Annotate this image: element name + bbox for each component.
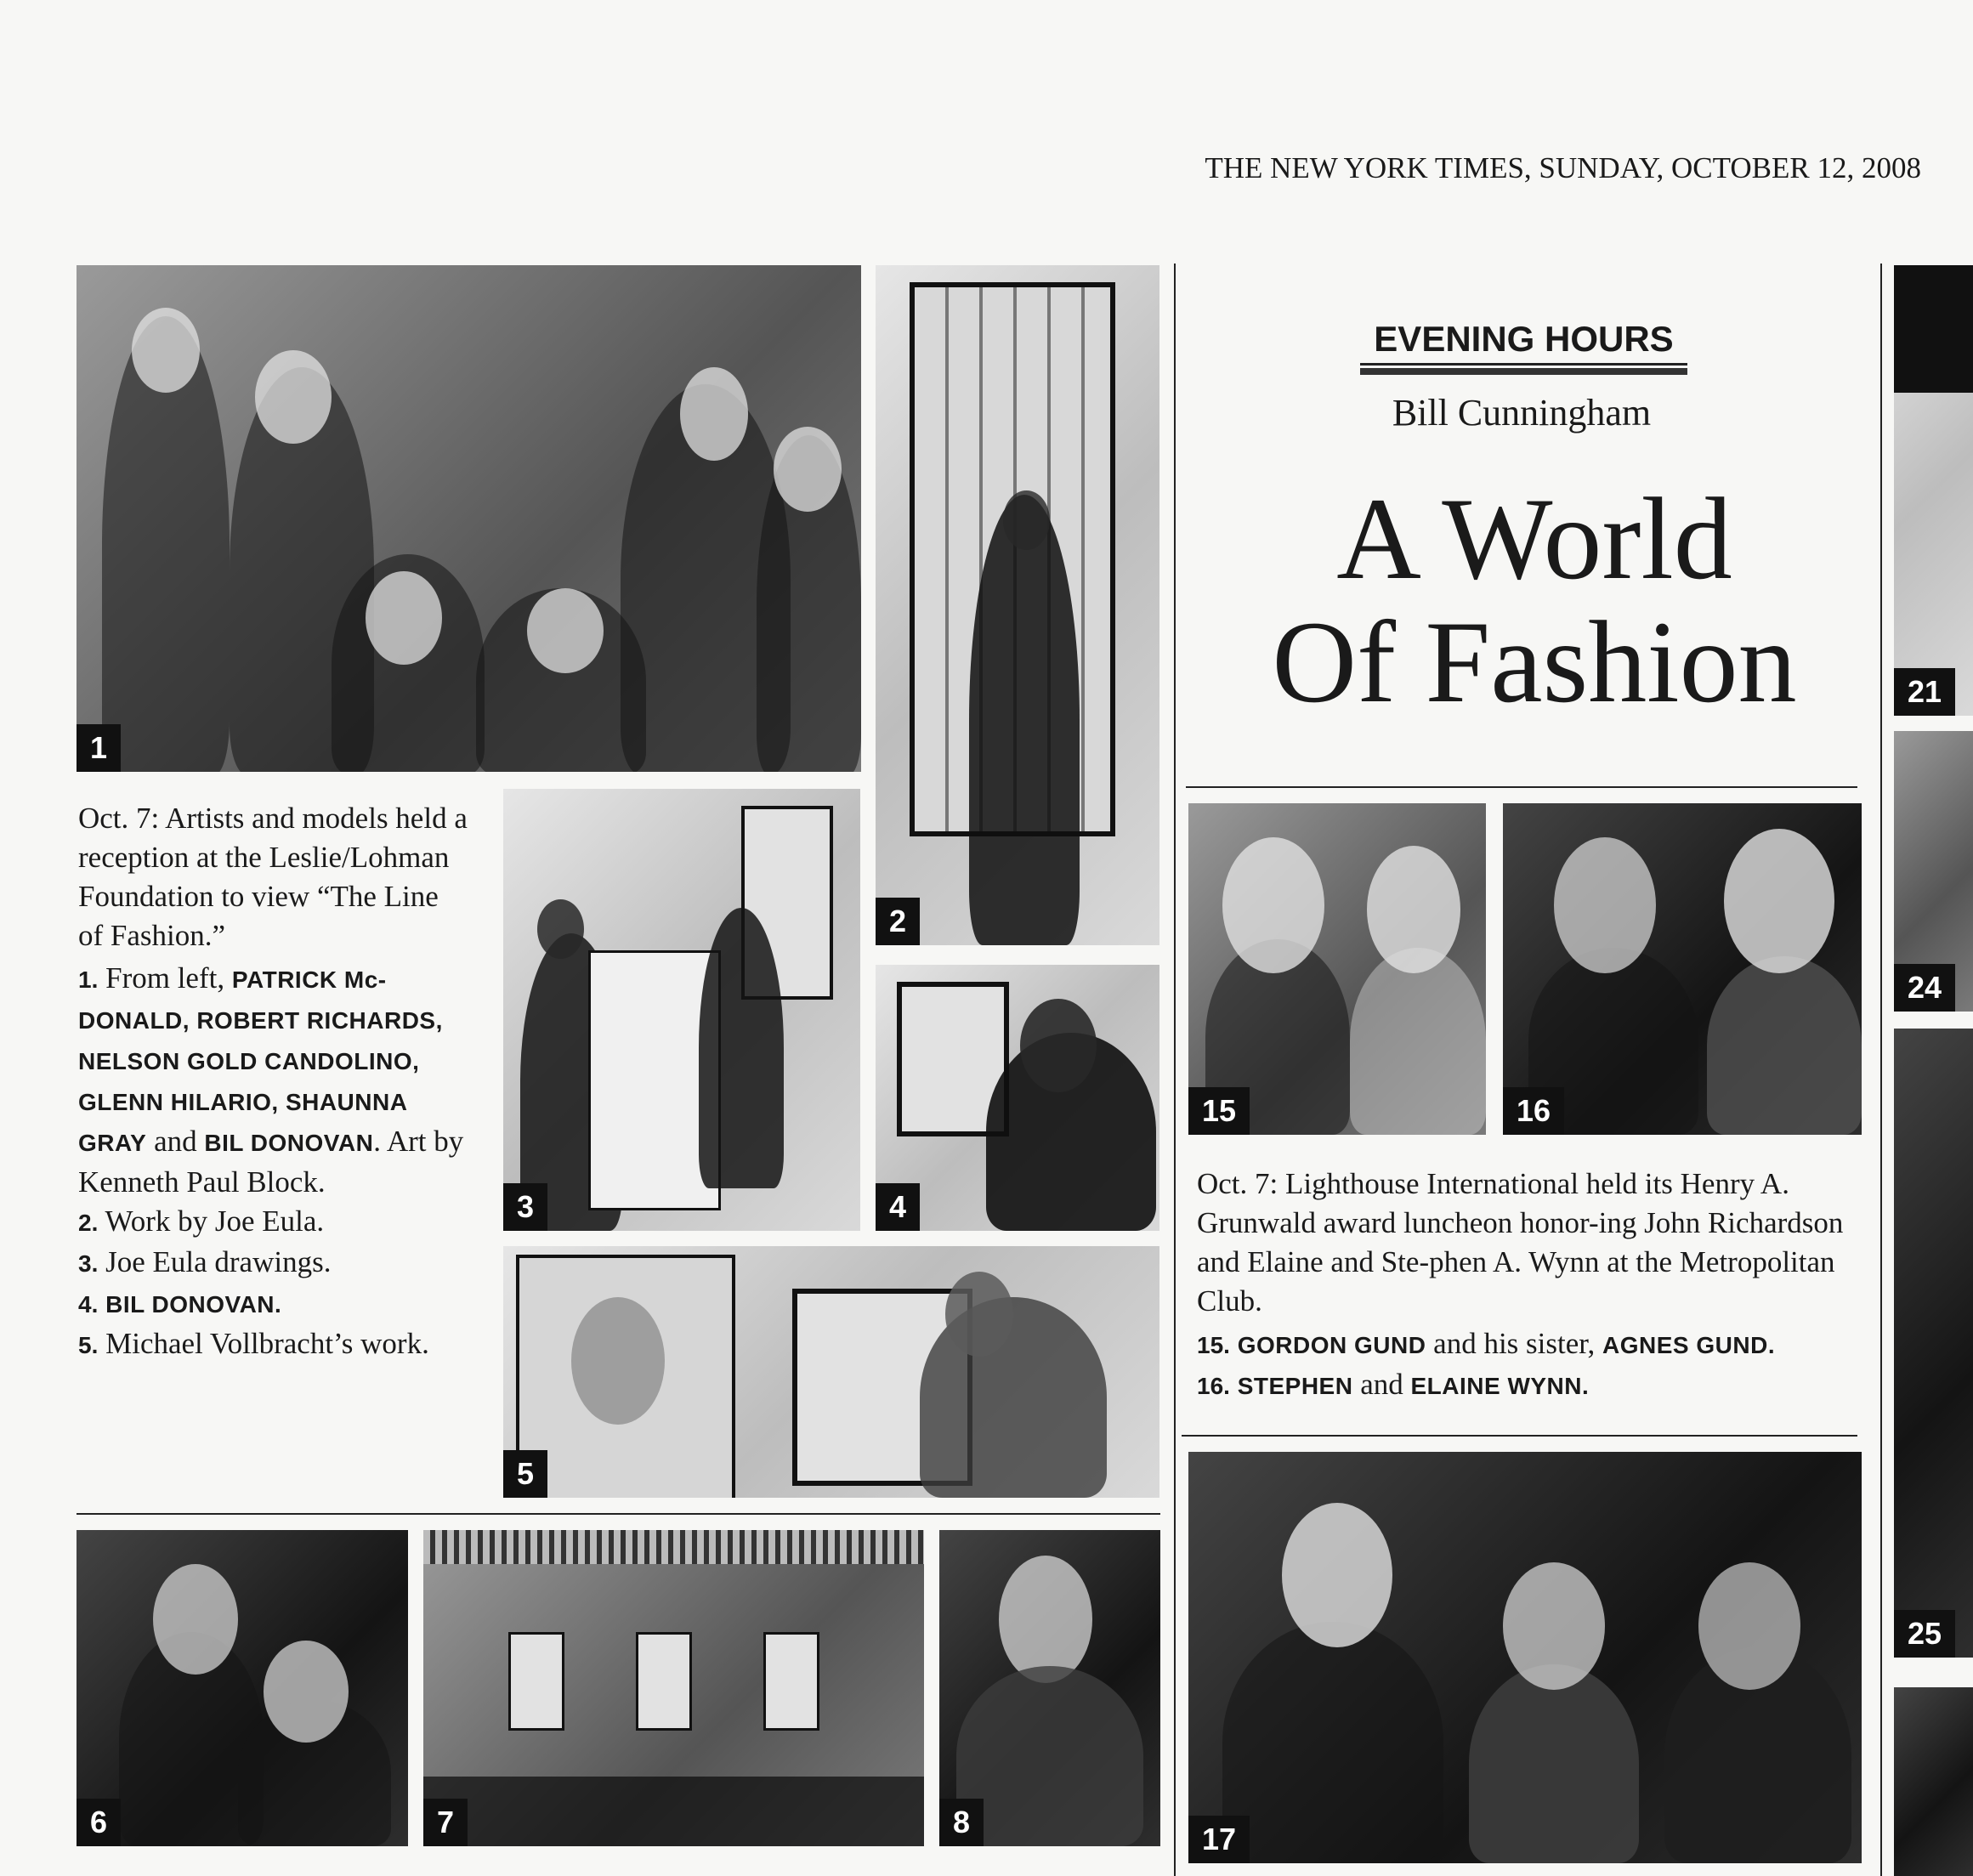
caption-right bbox=[1197, 1165, 1868, 1406]
headline-line-2: Of Fashion bbox=[1272, 597, 1797, 727]
photo-7 bbox=[423, 1530, 924, 1846]
caption-text: and his sister, bbox=[1433, 1327, 1596, 1360]
caption-text: and bbox=[1360, 1368, 1403, 1401]
photo-number: 6 bbox=[77, 1799, 121, 1846]
photo-24 bbox=[1894, 731, 1973, 1012]
kicker bbox=[1360, 319, 1687, 375]
photo-number: 1 bbox=[77, 724, 121, 772]
photo-15 bbox=[1188, 803, 1486, 1135]
person-names: PATRICK Mc-DONALD, ROBERT RICHARDS, NELSON GOLD CANDOLINO, GLENN HILARIO, SHAUNNA GRAY bbox=[78, 966, 443, 1156]
photo-number: 24 bbox=[1894, 964, 1955, 1012]
photo-25 bbox=[1894, 1029, 1973, 1658]
caption-intro: Oct. 7: Artists and models held a reception at the Leslie/Lohman Foundation to view “The Line of Fashion.” bbox=[78, 802, 468, 952]
caption-text: and bbox=[154, 1125, 197, 1158]
caption-text: Work by Joe Eula. bbox=[105, 1204, 325, 1238]
headline-rule bbox=[1186, 786, 1857, 788]
caption-text: Michael Vollbracht’s work. bbox=[105, 1327, 429, 1360]
column-rule-right bbox=[1880, 264, 1882, 1876]
photo-number: 25 bbox=[1894, 1610, 1955, 1658]
photo-number: 3 bbox=[503, 1183, 547, 1231]
photo-17 bbox=[1188, 1452, 1862, 1863]
photo-16 bbox=[1503, 803, 1862, 1135]
person-name: ELAINE WYNN. bbox=[1410, 1373, 1590, 1399]
item-number: 3. bbox=[78, 1250, 99, 1277]
item-number: 16. bbox=[1197, 1373, 1230, 1399]
caption-text: Joe Eula drawings. bbox=[105, 1245, 332, 1278]
person-name: AGNES GUND. bbox=[1602, 1332, 1776, 1358]
item-number: 5. bbox=[78, 1332, 99, 1358]
person-name: BIL DONOVAN. bbox=[105, 1291, 282, 1318]
section-rule-left bbox=[77, 1513, 1160, 1515]
caption-left bbox=[78, 799, 469, 1365]
masthead: THE NEW YORK TIMES, SUNDAY, OCTOBER 12, 2008 bbox=[1205, 151, 1921, 184]
photo-number: 15 bbox=[1188, 1087, 1250, 1135]
caption-text: From left, bbox=[105, 961, 225, 995]
column-rule-center bbox=[1174, 264, 1176, 1876]
photo-26-partial bbox=[1894, 1687, 1973, 1876]
photo-6 bbox=[77, 1530, 408, 1846]
photo-number: 2 bbox=[876, 898, 920, 945]
person-name: STEPHEN bbox=[1237, 1373, 1353, 1399]
item-number: 1. bbox=[78, 966, 99, 993]
photo-number: 17 bbox=[1188, 1816, 1250, 1863]
byline: Bill Cunningham bbox=[1392, 392, 1652, 434]
item-number: 2. bbox=[78, 1210, 99, 1236]
photo-number: 7 bbox=[423, 1799, 468, 1846]
photo-number: 21 bbox=[1894, 668, 1955, 716]
photo-2 bbox=[876, 265, 1159, 945]
photo-4 bbox=[876, 965, 1159, 1231]
item-number: 15. bbox=[1197, 1332, 1230, 1358]
caption-intro: Oct. 7: Lighthouse International held its Henry A. Grunwald award luncheon honor-ing John Richardson and Elaine and Ste-phen A. Wynn at the Metropolitan Club. bbox=[1197, 1167, 1844, 1318]
photo-3 bbox=[503, 789, 860, 1231]
photo-8 bbox=[939, 1530, 1160, 1846]
photo-number: 4 bbox=[876, 1183, 920, 1231]
photo-1 bbox=[77, 265, 861, 772]
caption-text: . Art by Kenneth Paul Block. bbox=[78, 1125, 464, 1199]
person-name: GORDON GUND bbox=[1237, 1332, 1426, 1358]
headline-line-1: A World bbox=[1336, 473, 1732, 604]
photo-number: 8 bbox=[939, 1799, 984, 1846]
person-name: BIL DONOVAN bbox=[204, 1130, 374, 1156]
section-kicker: EVENING HOURS bbox=[1360, 319, 1687, 366]
section-rule-right bbox=[1182, 1435, 1857, 1437]
photo-5 bbox=[503, 1246, 1159, 1498]
photo-number: 5 bbox=[503, 1450, 547, 1498]
item-number: 4. bbox=[78, 1291, 99, 1318]
photo-number: 16 bbox=[1503, 1087, 1564, 1135]
photo-21 bbox=[1894, 265, 1973, 716]
